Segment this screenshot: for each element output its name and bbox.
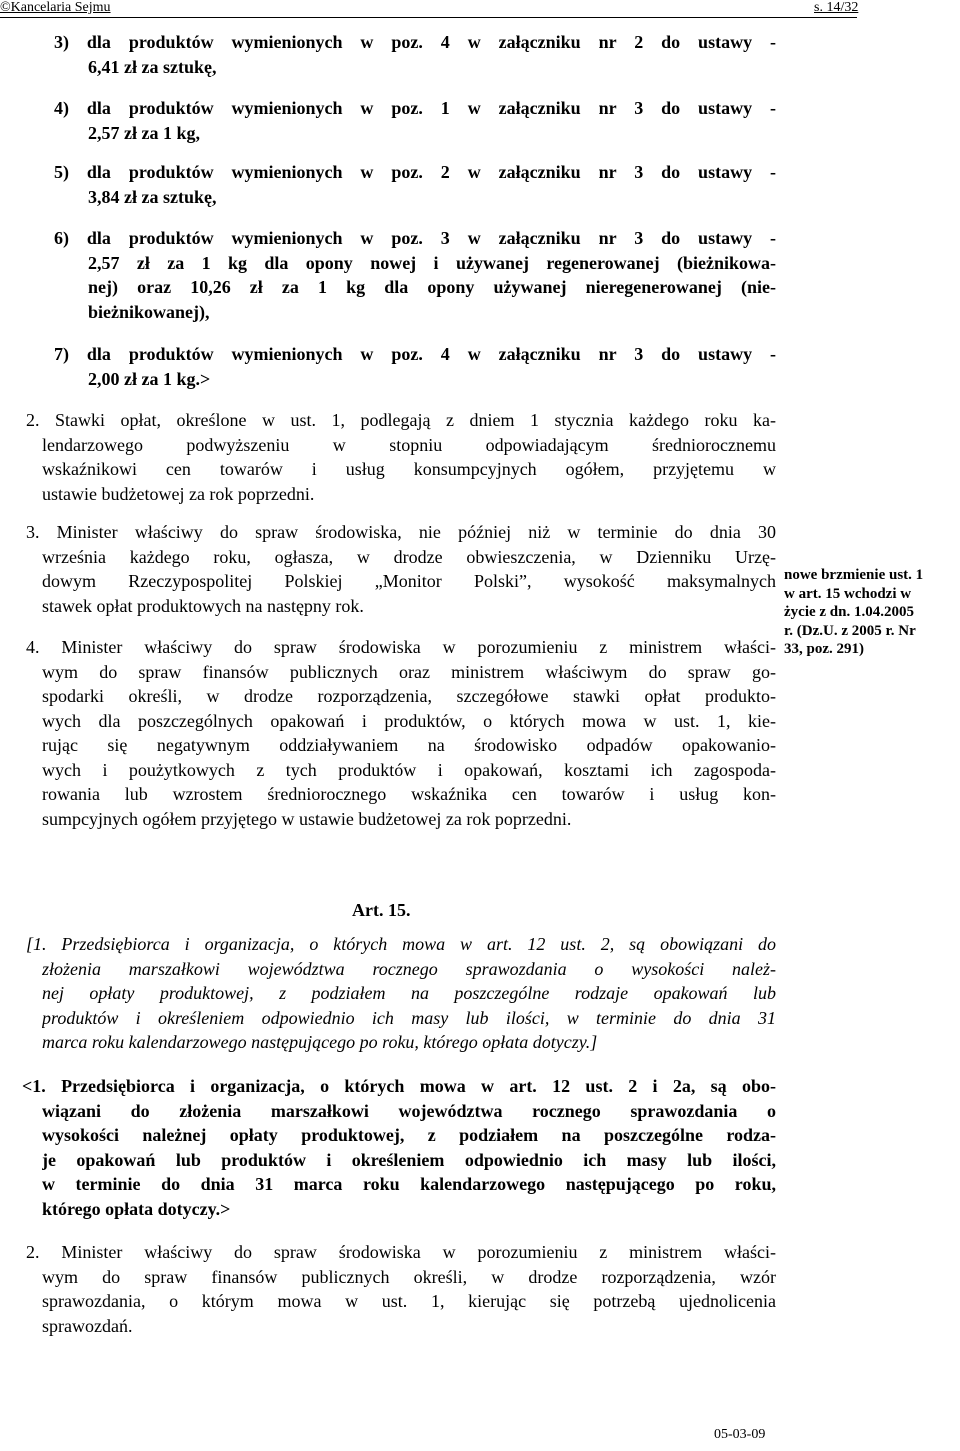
list-item-line: 2,00 zł za 1 kg.> — [88, 368, 211, 389]
paragraph-line: rując się negatywnym oddziaływaniem na środowisko odpadów opakowanio- — [42, 735, 776, 755]
paragraph-line: [1. Przedsiębiorca i organizacja, o których mowa w art. 12 ust. 2, są obowiązani do — [26, 934, 776, 954]
list-item-5 — [54, 160, 776, 209]
list-item-line: 7) dla produktów wymienionych w poz. 4 w załączniku nr 3 do ustawy - — [54, 344, 776, 364]
margin-note-line: w art. 15 wchodzi w — [784, 585, 912, 602]
art15-old-text — [26, 932, 776, 1055]
paragraph-line: w terminie do dnia 31 marca roku kalendarzowego następującego po roku, — [42, 1174, 776, 1194]
paragraph-line: spodarki określi, w drodze rozporządzenia, szczegółowe stawki opłat produkto- — [42, 686, 776, 706]
paragraph-line: września każdego roku, ogłasza, w drodze obwieszczenia, w Dzienniku Urzę- — [42, 546, 776, 567]
paragraph-line: sumpcyjnych ogółem przyjętego w ustawie budżetowej za rok poprzedni. — [42, 808, 572, 829]
paragraph-line: <1. Przedsiębiorca i organizacja, o których mowa w art. 12 ust. 2 i 2a, są obo- — [22, 1076, 776, 1096]
paragraph-line: wym do spraw finansów publicznych określi, w drodze rozporządzenia, wzór — [42, 1266, 776, 1287]
paragraph-line: lendarzowego podwyższeniu w stopniu odpowiadającym średniorocznemu — [42, 434, 776, 455]
paragraph-line: 4. Minister właściwy do spraw środowiska w porozumieniu z ministrem właści- — [26, 637, 776, 657]
list-item-6 — [54, 226, 776, 324]
list-item-line: 2,57 zł za 1 kg dla opony nowej i używanej regenerowanej (bieżnikowa- — [88, 252, 776, 273]
paragraph-line: je opakowań lub produktów i określeniem odpowiednio ich masy lub ilości, — [42, 1149, 776, 1170]
margin-note-line: r. (Dz.U. z 2005 r. Nr — [784, 622, 916, 639]
paragraph-line: wych dla poszczególnych opakowań i produktów, o których mowa w ust. 1, kie- — [42, 710, 776, 731]
paragraph-line: dowym Rzeczypospolitej Polskiej „Monitor Polski”, wysokość maksymalnych — [42, 571, 776, 591]
paragraph-line: sprawozdania, o którym mowa w ust. 1, kierując się potrzebą ujednolicenia — [42, 1291, 776, 1311]
art15-new-text — [22, 1074, 776, 1221]
paragraph-line: złożenia marszałkowi województwa rocznego sprawozdania o wysokości należ- — [42, 958, 776, 979]
paragraph-line: wych i poużytkowych z tych produktów i opakowań, kosztami ich zagospoda- — [42, 759, 776, 780]
paragraph-4 — [26, 635, 776, 831]
margin-note-line: 33, poz. 291) — [784, 641, 864, 658]
list-item-line: 4) dla produktów wymienionych w poz. 1 w załączniku nr 3 do ustawy - — [54, 98, 776, 118]
page-number-link[interactable]: s. 14/32 — [814, 0, 859, 15]
paragraph-line: ustawie budżetowej za rok poprzedni. — [42, 483, 315, 504]
paragraph-line: którego opłata dotyczy.> — [42, 1198, 231, 1219]
article-title: Art. 15. — [352, 900, 411, 920]
list-item-4 — [54, 96, 776, 145]
paragraph-2 — [26, 408, 776, 506]
paragraph-line: wskaźnikowi cen towarów i usług konsumpcyjnych ogółem, przyjętemu w — [42, 459, 776, 479]
kancelaria-link[interactable]: ©Kancelaria Sejmu — [0, 0, 111, 15]
list-item-line: 3,84 zł za sztukę, — [88, 186, 217, 207]
paragraph-line: stawek opłat produktowych na następny rok. — [42, 595, 364, 616]
paragraph-line: wysokości należnej opłaty produktowej, z podziałem na poszczególne rodza- — [42, 1125, 776, 1145]
paragraph-line: 2. Stawki opłat, określone w ust. 1, podlegają z dniem 1 stycznia każdego roku ka- — [26, 410, 776, 430]
list-item-line: 5) dla produktów wymienionych w poz. 2 w załączniku nr 3 do ustawy - — [54, 162, 776, 182]
paragraph-line: rowania lub wzrostem średniorocznego wskaźnika cen towarów i usług kon- — [42, 784, 776, 804]
header-rule — [0, 17, 857, 18]
margin-note-line: nowe brzmienie ust. 1 — [784, 567, 924, 583]
list-item-line: bieżnikowanej), — [88, 301, 210, 322]
list-item-line: 6) dla produktów wymienionych w poz. 3 w załączniku nr 3 do ustawy - — [54, 228, 776, 248]
margin-note — [784, 566, 960, 659]
paragraph-line: sprawozdań. — [42, 1315, 133, 1336]
header-right — [814, 0, 858, 16]
art15-paragraph-2 — [26, 1240, 776, 1338]
list-item-7 — [54, 342, 776, 391]
header-left — [0, 0, 111, 16]
list-item-line: 6,41 zł za sztukę, — [88, 56, 217, 77]
paragraph-line: produktów i określeniem odpowiednio ich masy lub ilości, w terminie do dnia 31 — [42, 1007, 776, 1028]
list-item-line: 2,57 zł za 1 kg, — [88, 122, 200, 143]
paragraph-line: 3. Minister właściwy do spraw środowiska, nie później niż w terminie do dnia 30 — [26, 522, 776, 542]
paragraph-line: marca roku kalendarzowego następującego po roku, którego opłata dotyczy.] — [42, 1032, 598, 1052]
paragraph-3 — [26, 520, 776, 618]
footer-date: 05-03-09 — [714, 1427, 766, 1442]
paragraph-line: wym do spraw finansów publicznych oraz ministrem właściwym do spraw go- — [42, 661, 776, 682]
list-item-line: nej) oraz 10,26 zł za 1 kg dla opony używanej nieregenerowanej (nie- — [88, 277, 776, 297]
paragraph-line: 2. Minister właściwy do spraw środowiska w porozumieniu z ministrem właści- — [26, 1242, 776, 1262]
paragraph-line: nej opłaty produktowej, z podziałem na poszczególne rodzaje opakowań lub — [42, 983, 776, 1003]
list-item-3 — [54, 30, 776, 79]
paragraph-line: wiązani do złożenia marszałkowi województwa rocznego sprawozdania o — [42, 1100, 776, 1121]
margin-note-line: życie z dn. 1.04.2005 — [784, 604, 914, 621]
list-item-line: 3) dla produktów wymienionych w poz. 4 w załączniku nr 2 do ustawy - — [54, 32, 776, 52]
